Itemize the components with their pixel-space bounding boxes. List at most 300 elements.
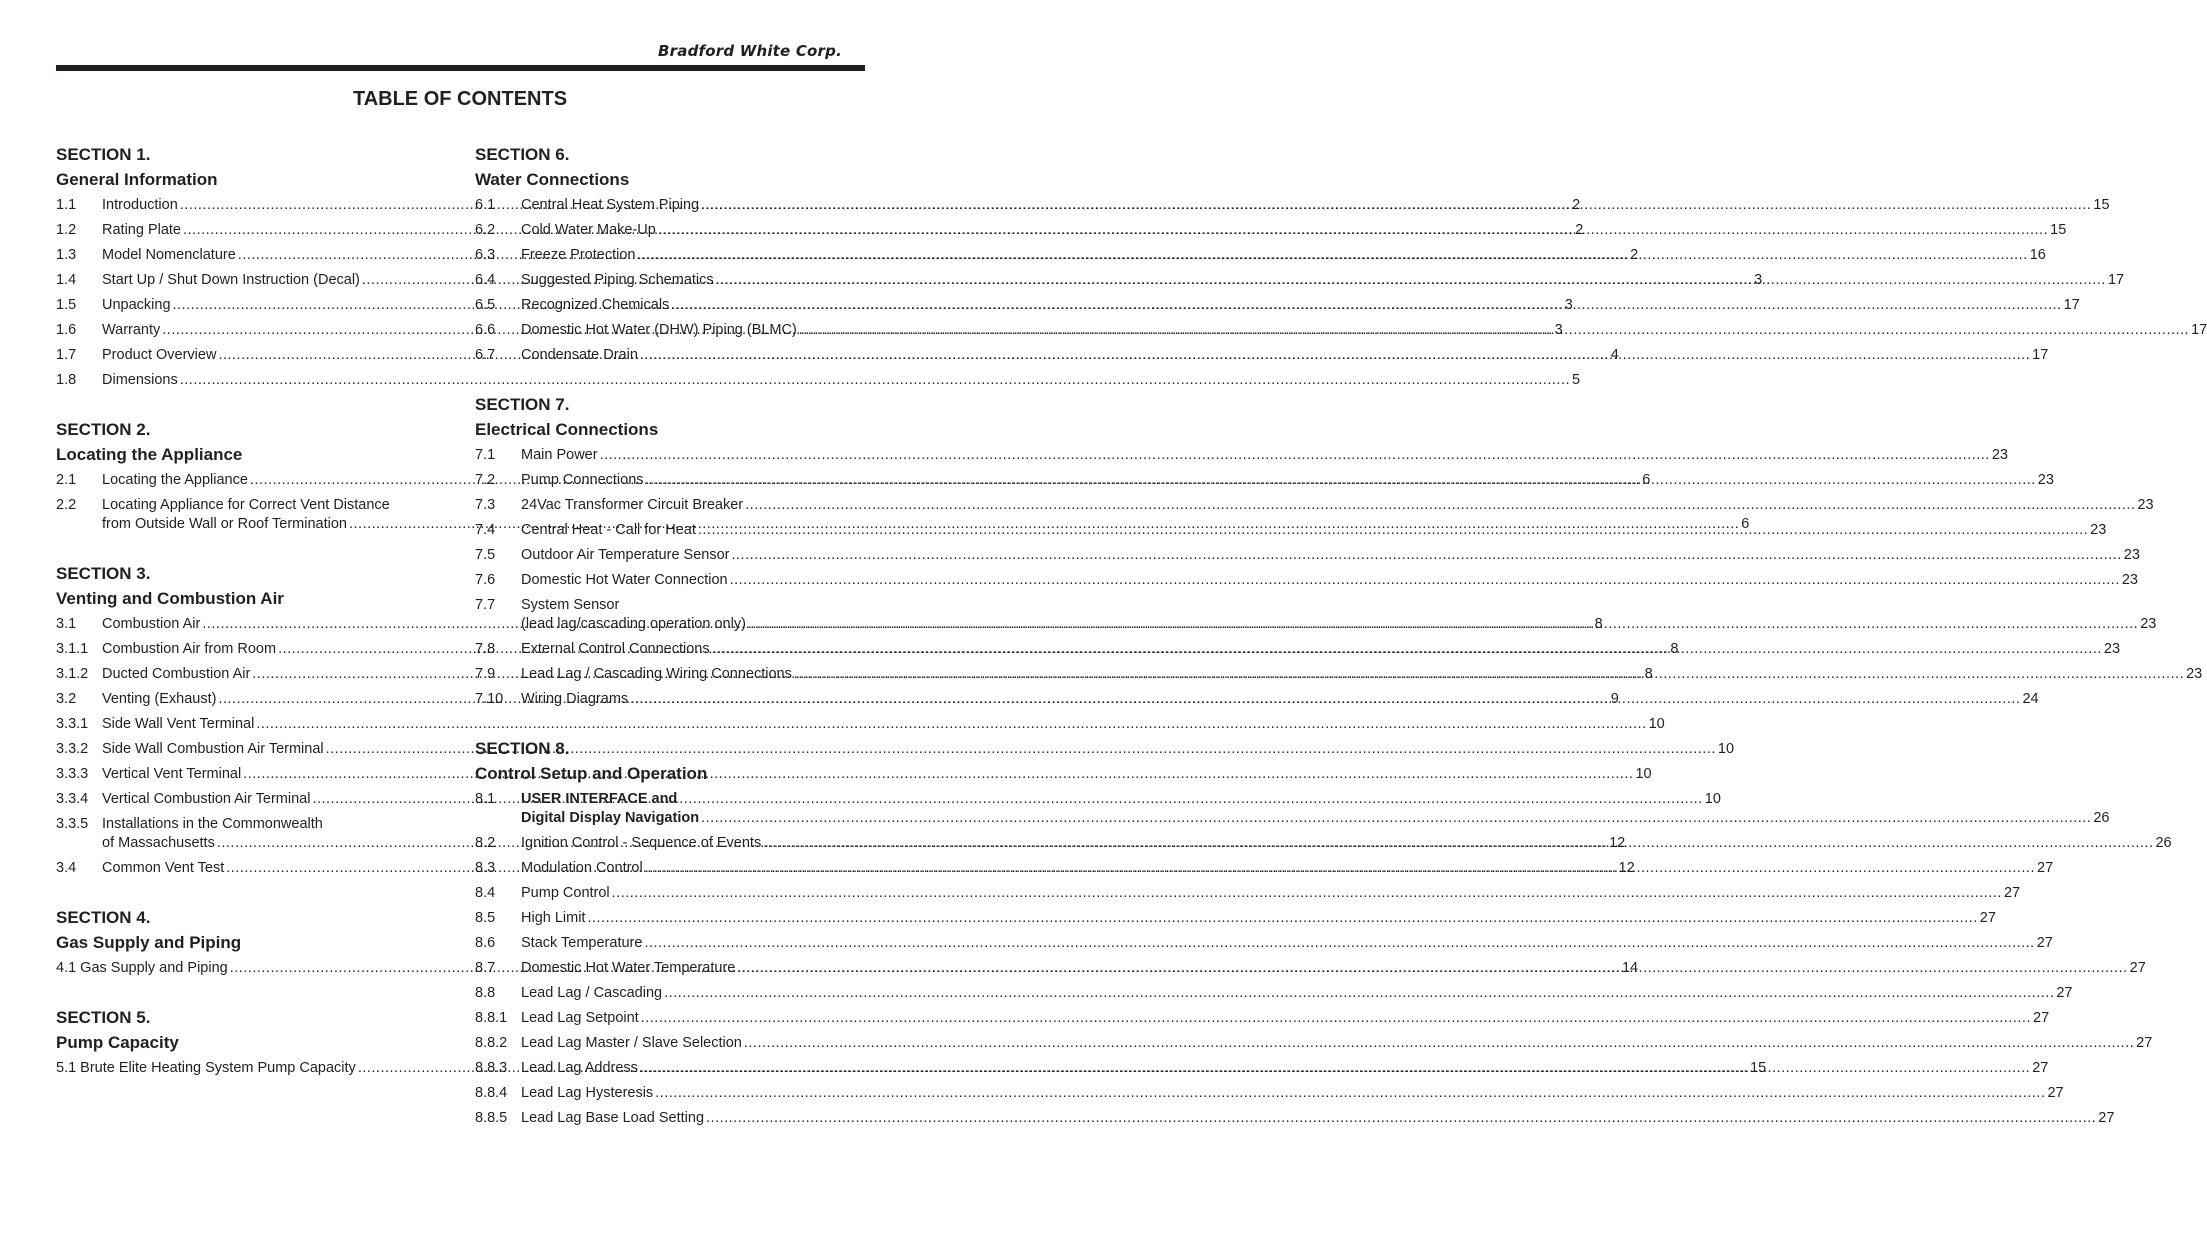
entry-page-number: 26 bbox=[2093, 810, 2110, 826]
toc-section bbox=[475, 142, 2207, 368]
dot-leader bbox=[716, 271, 2106, 290]
entry-title: Pump Control bbox=[521, 885, 610, 901]
entry-number: 8.8.4 bbox=[475, 1085, 508, 1101]
dot-leader bbox=[180, 371, 1570, 390]
entry-page-number: 23 bbox=[2037, 472, 2054, 488]
entry-line bbox=[521, 909, 1996, 928]
entry-line bbox=[521, 521, 2106, 540]
entry-page-number: 23 bbox=[2121, 572, 2138, 588]
toc-entry[interactable] bbox=[475, 906, 1996, 931]
entry-body bbox=[521, 909, 1996, 928]
entry-title-line1: USER INTERFACE and bbox=[521, 791, 678, 807]
entry-body bbox=[521, 596, 2156, 634]
dot-leader bbox=[701, 809, 2091, 828]
entry-title: Central Heat System Piping bbox=[521, 197, 700, 213]
entry-page-number: 15 bbox=[2050, 222, 2067, 238]
entry-title: (lead lag/cascading operation only) bbox=[521, 616, 746, 632]
entry-body bbox=[521, 246, 2046, 265]
entry-page-number: 26 bbox=[2155, 835, 2172, 851]
entry-number: 7.9 bbox=[475, 666, 496, 682]
entry-title: Domestic Hot Water Connection bbox=[521, 572, 728, 588]
dot-leader bbox=[698, 521, 2088, 540]
toc-entry[interactable] bbox=[475, 881, 2021, 906]
entry-line bbox=[521, 546, 2140, 565]
entry-body bbox=[521, 221, 2066, 240]
entry-number: 8.5 bbox=[475, 910, 496, 926]
entry-number: 2.2 bbox=[56, 497, 77, 513]
entry-page-number: 23 bbox=[2103, 641, 2121, 657]
entry-page-number: 3 bbox=[1554, 322, 1563, 338]
entry-page-number: 4 bbox=[1610, 347, 1619, 363]
entry-line bbox=[521, 271, 2124, 290]
toc-entry[interactable] bbox=[475, 931, 2053, 956]
entry-line bbox=[521, 221, 2066, 240]
entry-title: Product Overview bbox=[102, 347, 217, 363]
entry-page-number: 27 bbox=[2098, 1110, 2115, 1126]
entry-title: Lead Lag Base Load Setting bbox=[521, 1110, 705, 1126]
entry-body bbox=[102, 765, 1652, 784]
entry-page-number: 15 bbox=[1750, 1060, 1767, 1076]
dot-leader bbox=[737, 959, 2127, 978]
entry-number: 7.6 bbox=[475, 572, 496, 588]
entry-page-number: 23 bbox=[2186, 666, 2203, 682]
entry-number: 7.7 bbox=[475, 597, 496, 613]
entry-title: from Outside Wall or Roof Termination bbox=[102, 516, 347, 532]
section-number: SECTION 5. bbox=[56, 1008, 151, 1027]
dot-leader bbox=[646, 471, 2036, 490]
entry-number: 6.1 bbox=[475, 197, 496, 213]
entry-title: Common Vent Test bbox=[102, 860, 225, 876]
entry-title: Venting (Exhaust) bbox=[102, 691, 217, 707]
entry-number: 7.10 bbox=[475, 691, 504, 707]
entry-line bbox=[521, 934, 2053, 953]
entry-title: Lead Lag Hysteresis bbox=[521, 1085, 654, 1101]
section-title: Venting and Combustion Air bbox=[56, 589, 284, 608]
entry-page-number: 27 bbox=[2136, 1035, 2153, 1051]
entry-title: of Massachusetts bbox=[102, 835, 215, 851]
entry-title: Lead Lag / Cascading bbox=[521, 985, 663, 1001]
entry-number: 3.3.3 bbox=[56, 766, 89, 782]
entry-line bbox=[521, 984, 2073, 1003]
brand-name: Bradford White Corp. bbox=[658, 42, 842, 60]
entry-number: 1.5 bbox=[56, 297, 77, 313]
entry-number: 6.2 bbox=[475, 222, 496, 238]
entry-page-number: 8 bbox=[1670, 641, 1679, 657]
entry-body bbox=[521, 665, 2202, 684]
entry-body bbox=[521, 984, 2073, 1003]
entry-title: Ignition Control - Sequence of Events bbox=[521, 835, 762, 851]
entry-page-number: 27 bbox=[1979, 910, 1996, 926]
entry-title: Introduction bbox=[102, 197, 178, 213]
entry-page-number: 6 bbox=[1741, 516, 1750, 532]
section-title: Locating the Appliance bbox=[56, 445, 243, 464]
entry-body bbox=[521, 1034, 2152, 1053]
entry-title: 24Vac Transformer Circuit Breaker bbox=[521, 497, 744, 513]
page-title: TABLE OF CONTENTS bbox=[352, 88, 568, 110]
entry-page-number: 27 bbox=[2033, 1010, 2050, 1026]
entry-title-line1: Locating Appliance for Correct Vent Distance bbox=[102, 497, 390, 513]
entry-body bbox=[521, 934, 2053, 953]
entry-title: Condensate Drain bbox=[521, 347, 638, 363]
dot-leader bbox=[644, 934, 2034, 953]
entry-body bbox=[521, 690, 2039, 709]
section-number: SECTION 6. bbox=[475, 145, 570, 164]
entry-title: Side Wall Vent Terminal bbox=[102, 716, 255, 732]
entry-body bbox=[521, 640, 2120, 659]
entry-number: 1.7 bbox=[56, 347, 77, 363]
entry-number: 8.8.1 bbox=[475, 1010, 508, 1026]
dot-leader bbox=[587, 909, 1977, 928]
entry-page-number: 10 bbox=[1717, 741, 1735, 757]
dot-leader bbox=[243, 765, 1633, 784]
entry-title: Outdoor Air Temperature Sensor bbox=[521, 547, 730, 563]
entry-title: Lead Lag Setpoint bbox=[521, 1010, 639, 1026]
entry-page-number: 17 bbox=[2107, 272, 2125, 288]
entry-page-number: 27 bbox=[2003, 885, 2021, 901]
entry-number: 8.3 bbox=[475, 860, 496, 876]
entry-body bbox=[521, 959, 2146, 978]
section-number: SECTION 2. bbox=[56, 420, 151, 439]
entry-number: 7.4 bbox=[475, 522, 496, 538]
entry-body bbox=[521, 859, 2053, 878]
dot-leader bbox=[658, 221, 2048, 240]
entry-page-number: 2 bbox=[1572, 197, 1581, 213]
entry-page-number: 12 bbox=[1618, 860, 1635, 876]
entry-title: Domestic Hot Water Temperature bbox=[521, 960, 736, 976]
entry-title: Lead Lag / Cascading Wiring Connections bbox=[521, 666, 792, 682]
entry-title: Lead Lag Master / Slave Selection bbox=[521, 1035, 742, 1051]
entry-page-number: 23 bbox=[2140, 616, 2157, 632]
dot-leader bbox=[256, 715, 1646, 734]
section-title: Pump Capacity bbox=[56, 1033, 179, 1052]
dot-leader bbox=[641, 1009, 2031, 1028]
entry-number: 1.3 bbox=[56, 247, 77, 263]
entry-page-number: 23 bbox=[2123, 547, 2140, 563]
entry-number: 7.8 bbox=[475, 641, 496, 657]
entry-title: Stack Temperature bbox=[521, 935, 643, 951]
entry-body bbox=[521, 521, 2106, 540]
toc-entry[interactable] bbox=[475, 268, 2125, 293]
entry-line bbox=[521, 196, 2110, 215]
entry-line bbox=[521, 884, 2020, 903]
dot-leader bbox=[612, 884, 2002, 903]
toc-entry[interactable] bbox=[475, 981, 2073, 1006]
dot-leader bbox=[799, 321, 2189, 340]
dot-leader bbox=[706, 1109, 2096, 1128]
entry-page-number: 27 bbox=[2032, 1060, 2049, 1076]
entry-number: 3.3.2 bbox=[56, 741, 89, 757]
dot-leader bbox=[640, 346, 2030, 365]
entry-page-number: 2 bbox=[1630, 247, 1639, 263]
entry-title: Suggested Piping Schematics bbox=[521, 272, 714, 288]
entry-number: 8.8.3 bbox=[475, 1060, 508, 1076]
section-title: Electrical Connections bbox=[475, 420, 659, 439]
entry-page-number: 16 bbox=[2029, 247, 2046, 263]
entry-number: 1.1 bbox=[56, 197, 77, 213]
entry-page-number: 17 bbox=[2063, 297, 2080, 313]
entry-body bbox=[521, 571, 2138, 590]
entry-title-line1: System Sensor bbox=[521, 597, 620, 613]
entry-body bbox=[521, 1084, 2064, 1103]
entry-body bbox=[521, 884, 2020, 903]
dot-leader bbox=[640, 1059, 2030, 1078]
entry-line bbox=[521, 1084, 2064, 1103]
dot-leader bbox=[744, 1034, 2134, 1053]
toc-entry[interactable] bbox=[475, 318, 2207, 343]
entry-number: 1.6 bbox=[56, 322, 77, 338]
entry-title: Combustion Air bbox=[102, 616, 201, 632]
entry-page-number: 10 bbox=[1648, 716, 1665, 732]
section-title: Gas Supply and Piping bbox=[56, 933, 242, 952]
entry-line bbox=[521, 571, 2138, 590]
entry-number: 8.8 bbox=[475, 985, 496, 1001]
entry-number: 6.4 bbox=[475, 272, 496, 288]
toc-entry[interactable] bbox=[475, 518, 2107, 543]
entry-page-number: 27 bbox=[2047, 1085, 2064, 1101]
entry-title: Modulation Control bbox=[521, 860, 643, 876]
toc-entry[interactable] bbox=[475, 193, 2110, 218]
entry-number: 3.3.1 bbox=[56, 716, 89, 732]
entry-line bbox=[521, 959, 2146, 978]
entry-number: 8.4 bbox=[475, 885, 496, 901]
entry-line bbox=[102, 765, 1652, 784]
toc-entry[interactable] bbox=[475, 1006, 2050, 1031]
entry-number: 7.3 bbox=[475, 497, 496, 513]
entry-number: 8.8.5 bbox=[475, 1110, 508, 1126]
entry-page-number: 17 bbox=[2032, 347, 2049, 363]
entry-line bbox=[521, 640, 2120, 659]
entry-page-number: 15 bbox=[2093, 197, 2110, 213]
toc-entry[interactable] bbox=[475, 343, 2049, 368]
header-rule bbox=[56, 65, 865, 71]
toc-entry[interactable] bbox=[475, 637, 2121, 662]
toc-entry[interactable] bbox=[475, 568, 2138, 593]
entry-title: Vertical Vent Terminal bbox=[102, 766, 242, 782]
entry-line bbox=[521, 615, 2156, 634]
entry-page-number: 8 bbox=[1594, 616, 1603, 632]
dot-leader bbox=[664, 984, 2054, 1003]
entry-line bbox=[521, 665, 2202, 684]
entry-body bbox=[521, 496, 2154, 515]
entry-title: Vertical Combustion Air Terminal bbox=[102, 791, 311, 807]
entry-number: 7.2 bbox=[475, 472, 496, 488]
entry-page-number: 6 bbox=[1642, 472, 1651, 488]
entry-body bbox=[521, 1109, 2114, 1128]
dot-leader bbox=[701, 196, 2091, 215]
entry-number: 3.3.4 bbox=[56, 791, 89, 807]
dot-leader bbox=[748, 615, 2138, 634]
section-title: General Information bbox=[56, 170, 218, 189]
toc-entry[interactable] bbox=[475, 218, 2067, 243]
entry-number: 6.6 bbox=[475, 322, 496, 338]
entry-number: 7.5 bbox=[475, 547, 496, 563]
entry-number: 8.7 bbox=[475, 960, 496, 976]
toc-entry[interactable] bbox=[475, 1081, 2064, 1106]
entry-number: 3.1 bbox=[56, 616, 77, 632]
entry-page-number: 3 bbox=[1564, 297, 1573, 313]
entry-number: 8.6 bbox=[475, 935, 496, 951]
toc-entry[interactable] bbox=[475, 593, 2157, 637]
entry-title: Wiring Diagrams bbox=[521, 691, 629, 707]
entry-body bbox=[521, 1009, 2049, 1028]
entry-title: Recognized Chemicals bbox=[521, 297, 670, 313]
entry-title: Warranty bbox=[102, 322, 161, 338]
entry-line bbox=[521, 246, 2046, 265]
entry-number: 6.3 bbox=[475, 247, 496, 263]
entry-number: 7.1 bbox=[475, 447, 496, 463]
dot-leader bbox=[731, 546, 2121, 565]
entry-line bbox=[102, 715, 1665, 734]
entry-line bbox=[521, 496, 2154, 515]
entry-page-number: 27 bbox=[2036, 935, 2053, 951]
entry-line bbox=[521, 690, 2039, 709]
entry-title: Main Power bbox=[521, 447, 598, 463]
entry-page-number: 14 bbox=[1621, 960, 1639, 976]
dot-leader bbox=[600, 446, 1990, 465]
entry-number: 1.2 bbox=[56, 222, 77, 238]
entry-number: 1.8 bbox=[56, 372, 77, 388]
dot-leader bbox=[645, 859, 2035, 878]
entry-title: Rating Plate bbox=[102, 222, 181, 238]
entry-number: 3.1.1 bbox=[56, 641, 89, 657]
entry-number: 3.2 bbox=[56, 691, 77, 707]
entry-page-number: 27 bbox=[2129, 960, 2146, 976]
entry-page-number: 12 bbox=[1609, 835, 1626, 851]
entry-title: Unpacking bbox=[102, 297, 171, 313]
dot-leader bbox=[655, 1084, 2045, 1103]
entry-title: Start Up / Shut Down Instruction (Decal) bbox=[102, 272, 360, 288]
toc-entry[interactable] bbox=[475, 443, 2008, 468]
entry-body bbox=[521, 346, 2048, 365]
dot-leader bbox=[794, 665, 2184, 684]
entry-line bbox=[521, 471, 2054, 490]
entry-body bbox=[102, 740, 1734, 759]
entry-title: Model Nomenclature bbox=[102, 247, 236, 263]
entry-line bbox=[521, 834, 2172, 853]
entry-page-number: 27 bbox=[2056, 985, 2073, 1001]
entry-title: Lead Lag Address bbox=[521, 1060, 638, 1076]
entry-line bbox=[521, 1034, 2152, 1053]
toc-entry[interactable] bbox=[56, 712, 1665, 737]
entry-body bbox=[521, 834, 2172, 853]
toc-section bbox=[475, 392, 2203, 712]
entry-body bbox=[521, 471, 2054, 490]
entry-number: 6.5 bbox=[475, 297, 496, 313]
entry-title: 5.1 Brute Elite Heating System Pump Capacity bbox=[56, 1060, 356, 1076]
section-number: SECTION 7. bbox=[475, 395, 570, 414]
entry-title-line1: Installations in the Commonwealth bbox=[102, 816, 323, 832]
entry-body bbox=[521, 1059, 2048, 1078]
entry-title: Locating the Appliance bbox=[102, 472, 248, 488]
entry-number: 8.1 bbox=[475, 791, 496, 807]
entry-title: Digital Display Navigation bbox=[521, 810, 700, 826]
entry-number: 3.3.5 bbox=[56, 816, 89, 832]
entry-title: Combustion Air from Room bbox=[102, 641, 277, 657]
entry-page-number: 17 bbox=[2191, 322, 2207, 338]
entry-title: Pump Connections bbox=[521, 472, 644, 488]
entry-page-number: 3 bbox=[1754, 272, 1763, 288]
entry-number: 6.7 bbox=[475, 347, 496, 363]
section-number: SECTION 1. bbox=[56, 145, 151, 164]
entry-line bbox=[521, 1009, 2049, 1028]
toc-entry[interactable] bbox=[475, 1106, 2115, 1131]
entry-page-number: 2 bbox=[1575, 222, 1584, 238]
entry-line bbox=[521, 346, 2048, 365]
entry-page-number: 9 bbox=[1610, 691, 1619, 707]
entry-title: Side Wall Combustion Air Terminal bbox=[102, 741, 324, 757]
toc-entry[interactable] bbox=[475, 543, 2140, 568]
entry-body bbox=[521, 446, 2008, 465]
entry-title: 4.1 Gas Supply and Piping bbox=[56, 960, 228, 976]
entry-number: 1.4 bbox=[56, 272, 77, 288]
entry-line bbox=[102, 740, 1734, 759]
entry-title: Freeze Protection bbox=[521, 247, 636, 263]
entry-page-number: 8 bbox=[1644, 666, 1653, 682]
section-number: SECTION 8. bbox=[475, 739, 570, 758]
entry-title: High Limit bbox=[521, 910, 586, 926]
dot-leader bbox=[730, 571, 2120, 590]
dot-leader bbox=[671, 296, 2061, 315]
entry-number: 3.1.2 bbox=[56, 666, 89, 682]
entry-body bbox=[521, 271, 2124, 290]
entry-line bbox=[521, 809, 2110, 828]
entry-line bbox=[521, 296, 2080, 315]
toc-entry[interactable] bbox=[475, 1031, 2153, 1056]
dot-leader bbox=[745, 496, 2135, 515]
toc-entry[interactable] bbox=[475, 243, 2046, 268]
entry-page-number: 24 bbox=[2022, 691, 2039, 707]
entry-line bbox=[521, 321, 2207, 340]
entry-title: External Control Connections bbox=[521, 641, 710, 657]
section-number: SECTION 4. bbox=[56, 908, 151, 927]
entry-body bbox=[521, 790, 2110, 828]
dot-leader bbox=[637, 246, 2027, 265]
entry-page-number: 27 bbox=[2037, 860, 2054, 876]
entry-line bbox=[521, 1109, 2114, 1128]
entry-title: Domestic Hot Water (DHW) Piping (BLMC) bbox=[521, 322, 797, 338]
section-number: SECTION 3. bbox=[56, 564, 151, 583]
entry-line bbox=[521, 859, 2053, 878]
entry-title: Cold Water Make-Up bbox=[521, 222, 656, 238]
entry-line bbox=[521, 446, 2008, 465]
entry-page-number: 23 bbox=[2137, 497, 2154, 513]
entry-body bbox=[102, 715, 1665, 734]
toc-entry[interactable] bbox=[475, 662, 2203, 687]
entry-page-number: 5 bbox=[1572, 372, 1581, 388]
entry-page-number: 23 bbox=[1991, 447, 2008, 463]
entry-line bbox=[521, 1059, 2048, 1078]
entry-number: 8.2 bbox=[475, 835, 496, 851]
entry-page-number: 23 bbox=[2090, 522, 2107, 538]
entry-number: 8.8.2 bbox=[475, 1035, 508, 1051]
entry-title: Dimensions bbox=[102, 372, 178, 388]
entry-title: Central Heat - Call for Heat bbox=[521, 522, 696, 538]
entry-body bbox=[521, 321, 2207, 340]
entry-number: 3.4 bbox=[56, 860, 77, 876]
toc-entry[interactable] bbox=[475, 687, 2039, 712]
toc-entry[interactable] bbox=[475, 293, 2080, 318]
entry-body bbox=[521, 296, 2080, 315]
toc-entry[interactable] bbox=[475, 468, 2054, 493]
toc-entry[interactable] bbox=[475, 493, 2154, 518]
toc-entry[interactable] bbox=[56, 368, 1581, 393]
dot-leader bbox=[630, 690, 2020, 709]
dot-leader bbox=[712, 640, 2102, 659]
section-title: Control Setup and Operation bbox=[475, 764, 708, 783]
dot-leader bbox=[763, 834, 2153, 853]
section-title: Water Connections bbox=[475, 170, 630, 189]
entry-title: Ducted Combustion Air bbox=[102, 666, 251, 682]
